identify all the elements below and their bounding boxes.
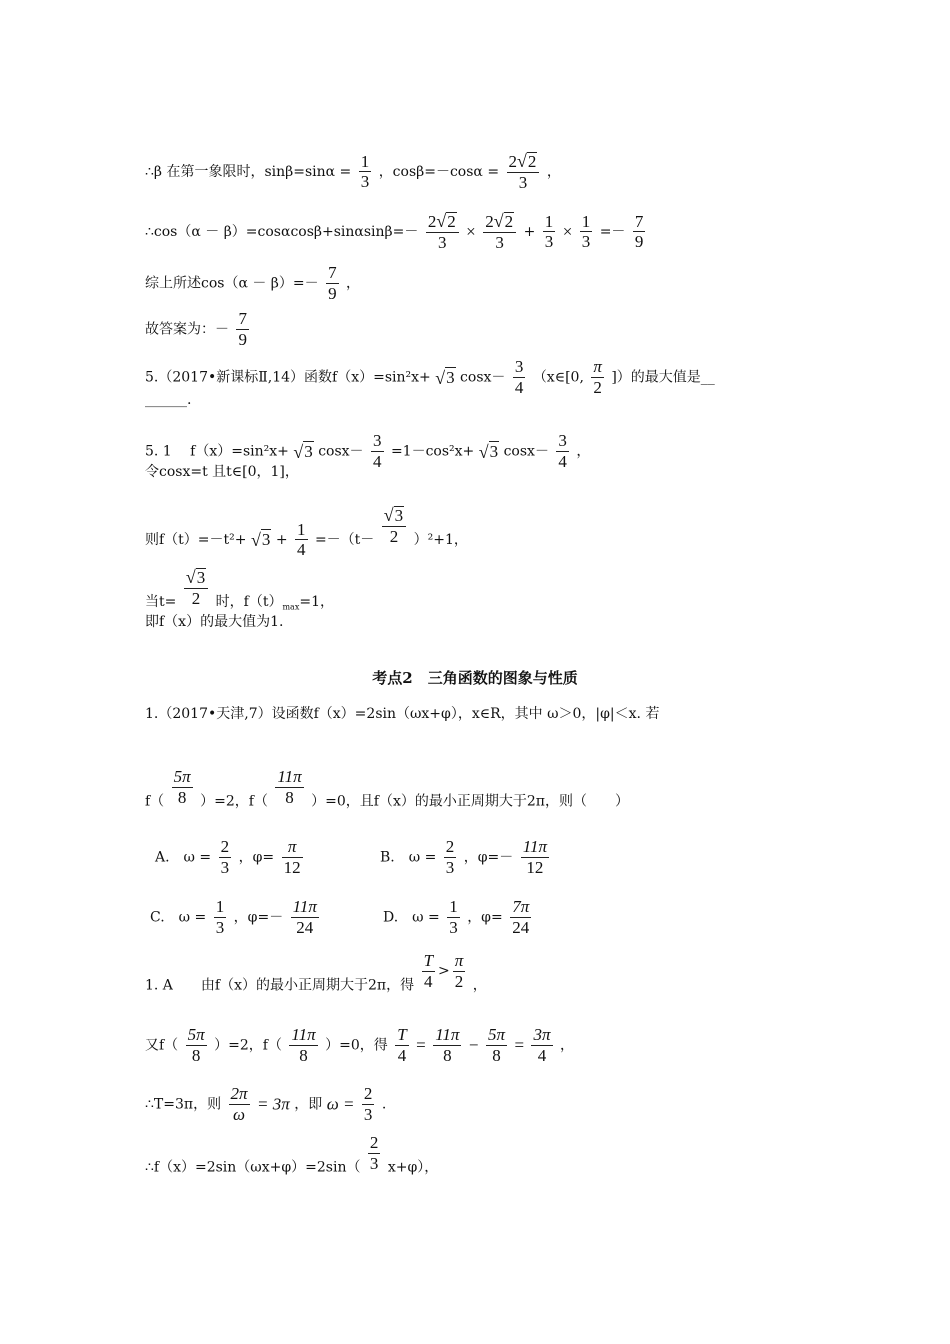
text: 1.（2017•天津,7）设函数f（x）=2sin（ωx+φ），x∈R，其中 ω＞0，|φ|＜x. 若 bbox=[145, 706, 660, 722]
text: ，cosβ=－cosα = bbox=[378, 163, 500, 180]
problem-5: 5.（2017•新课标Ⅱ,14）函数f（x）=sin²x+ √ 3 cosx－ $\frac{3}{4}$ （x∈[0, $\frac{\pi}{2}$ ]）的最大值是__ bbox=[145, 357, 715, 397]
solution-5-line-2 bbox=[145, 462, 299, 482]
text: ， bbox=[546, 163, 561, 180]
solution-line-2: ∴cos（α － β）=cosαcosβ+sinαsinβ=－ 2 √ 2 3 × 2 √ 2 3 + $\frac{1}{3}$ × $\frac{1}{3}$ =－ $\frac{7}{9}$ bbox=[145, 211, 644, 252]
section-heading: 考点2 三角函数的图象与性质 bbox=[372, 669, 578, 687]
text: 1. A 由f（x）的最小正周期大于2π，得 bbox=[145, 977, 415, 994]
fraction: $\frac{T}{4}$ bbox=[397, 1025, 407, 1065]
fraction: $\frac{3\pi}{4}$ bbox=[533, 1025, 551, 1065]
fraction: $\frac{7}{9}$ bbox=[238, 309, 247, 349]
fraction: $\frac{2}{3}$ bbox=[369, 1133, 379, 1173]
text: ∴β 在第一象限时，sinβ=sinα = bbox=[145, 163, 352, 180]
fraction: $\frac{1}{3}$ bbox=[360, 151, 370, 192]
solution-5-line-4: 当t= √ 3 2 时，$f(t)_{max}=1$， bbox=[145, 567, 334, 612]
fraction: $\frac{11\pi}{8}$ bbox=[435, 1025, 460, 1065]
fraction: $\frac{5\pi}{8}$ bbox=[187, 1025, 205, 1065]
sqrt: √ 3 bbox=[478, 441, 499, 462]
text: 5.（2017•新课标Ⅱ,14）函数f（x）=sin²x+ bbox=[145, 369, 431, 386]
fraction: $\frac{T}{4}$ bbox=[423, 951, 434, 991]
question-1-line-2: f（ $\frac{5\pi}{8}$ ）=2，f（ $\frac{11\pi}{8}$ ）=0，且f（x）的最小正周期大于2π，则（ ） bbox=[145, 767, 629, 810]
fraction: $\frac{3}{4}$ bbox=[373, 431, 382, 471]
fraction: $\frac{2}{3}$ bbox=[220, 837, 230, 877]
text: 即f（x）的最大值为1. bbox=[145, 614, 284, 630]
fraction: $\frac{11\pi}{24}$ bbox=[292, 897, 317, 937]
fraction: 2 √ 2 3 bbox=[507, 152, 540, 192]
fraction: $\frac{1}{3}$ bbox=[544, 211, 554, 252]
text: ∴cos（α － β）=cosαcosβ+sinαsinβ=－ bbox=[145, 223, 419, 240]
text: 令cosx=t 且t∈[0，1]， bbox=[145, 464, 299, 480]
solution-1-line-1: 1. A 由f（x）的最小正周期大于2π，得 $\frac{T}{4}$ > $\frac{\pi}{2}$ ， bbox=[145, 951, 487, 994]
text: 故答案为：－ bbox=[145, 321, 229, 338]
fraction: $\frac{2}{3}$ bbox=[445, 837, 455, 877]
fraction: $\frac{1}{3}$ bbox=[215, 897, 225, 937]
option-b: B. ω = $\frac{2}{3}$ ，φ=－ $\frac{11\pi}{12}$ bbox=[380, 837, 548, 877]
solution-1-line-3: ∴T=3π，则 $\frac{2\pi}{\omega}$ = 3π ，即 ω = $\frac{2}{3}$ . bbox=[145, 1084, 387, 1124]
fraction: √ 3 2 bbox=[382, 506, 406, 546]
fraction: 2 √ 2 3 bbox=[426, 212, 459, 252]
fraction: √ 3 2 bbox=[184, 568, 208, 608]
text: 则f（t）=－t²+ bbox=[145, 531, 247, 548]
fraction: $\frac{5\pi}{8}$ bbox=[173, 767, 191, 807]
option-d: D. ω = $\frac{1}{3}$ ，φ= $\frac{7\pi}{24}$ bbox=[383, 897, 530, 937]
fraction: $\frac{1}{4}$ bbox=[297, 519, 306, 560]
fraction: $\frac{5\pi}{8}$ bbox=[487, 1025, 505, 1065]
fraction: $\frac{\pi}{2}$ bbox=[593, 357, 602, 397]
option-a: A. ω = $\frac{2}{3}$ ，φ= $\frac{\pi}{12}$ bbox=[155, 837, 301, 877]
fraction: $\frac{7\pi}{24}$ bbox=[512, 897, 530, 937]
fraction: $\frac{3}{4}$ bbox=[558, 431, 567, 471]
option-c: C. ω = $\frac{1}{3}$ ，φ=－ $\frac{11\pi}{24}$ bbox=[150, 897, 317, 937]
sqrt: √ 3 bbox=[435, 367, 455, 388]
fraction: $\frac{11\pi}{12}$ bbox=[522, 837, 548, 877]
text: 当t= bbox=[145, 593, 177, 610]
fraction: $\frac{3}{4}$ bbox=[514, 357, 524, 397]
fraction: $\frac{1}{3}$ bbox=[449, 897, 458, 937]
fraction: $\frac{\pi}{2}$ bbox=[454, 951, 464, 991]
sqrt: √ 3 bbox=[293, 441, 313, 462]
fraction: $\frac{7}{9}$ bbox=[634, 211, 644, 252]
sqrt: √ 3 bbox=[250, 530, 271, 551]
solution-1-line-2: 又f（ $\frac{5\pi}{8}$ ）=2，f（ $\frac{11\pi}{8}$ ）=0，得 $\frac{T}{4}$ = $\frac{11\pi}{8}$ − $\frac{5\pi}{8}$ = $\frac{3\pi}{4}$ ， bbox=[145, 1025, 574, 1065]
solution-line-1 bbox=[145, 152, 561, 192]
fraction: $\frac{2}{3}$ bbox=[363, 1084, 373, 1124]
solution-5-line-5 bbox=[145, 612, 283, 632]
fraction: $\frac{1}{3}$ bbox=[581, 211, 591, 252]
solution-line-4 bbox=[145, 310, 252, 349]
solution-1-line-4: ∴f（x）=2sin（ωx+φ）=2sin（ $\frac{2}{3}$ x+φ）， bbox=[145, 1133, 439, 1176]
fraction: $\frac{\pi}{12}$ bbox=[283, 837, 301, 877]
fraction: $\frac{7}{9}$ bbox=[328, 263, 337, 303]
question-1 bbox=[145, 704, 659, 724]
solution-line-3: 综上所述cos（α － β）=－ $\frac{7}{9}$ ， bbox=[145, 263, 361, 303]
text: 5. 1 f（x）=sin²x+ bbox=[145, 443, 289, 460]
fraction: $\frac{2\pi}{\omega}$ bbox=[230, 1084, 248, 1124]
solution-5-line-1: 5. 1 f（x）=sin²x+ √ 3 cosx－ $\frac{3}{4}$ =1－cos²x+ √ 3 cosx－ $\frac{3}{4}$ ， bbox=[145, 431, 591, 471]
fraction: $\frac{11\pi}{8}$ bbox=[277, 767, 302, 807]
fraction: $\frac{11\pi}{8}$ bbox=[291, 1025, 316, 1065]
fraction: 2 √ 2 3 bbox=[483, 212, 516, 252]
problem-5-blank: ______. bbox=[145, 392, 192, 408]
text: 综上所述cos（α － β）=－ bbox=[145, 275, 319, 292]
solution-5-line-3: 则f（t）=－t²+ √ 3 + $\frac{1}{4}$ =－（t－ √ 3 2 ）²+1， bbox=[145, 505, 468, 560]
